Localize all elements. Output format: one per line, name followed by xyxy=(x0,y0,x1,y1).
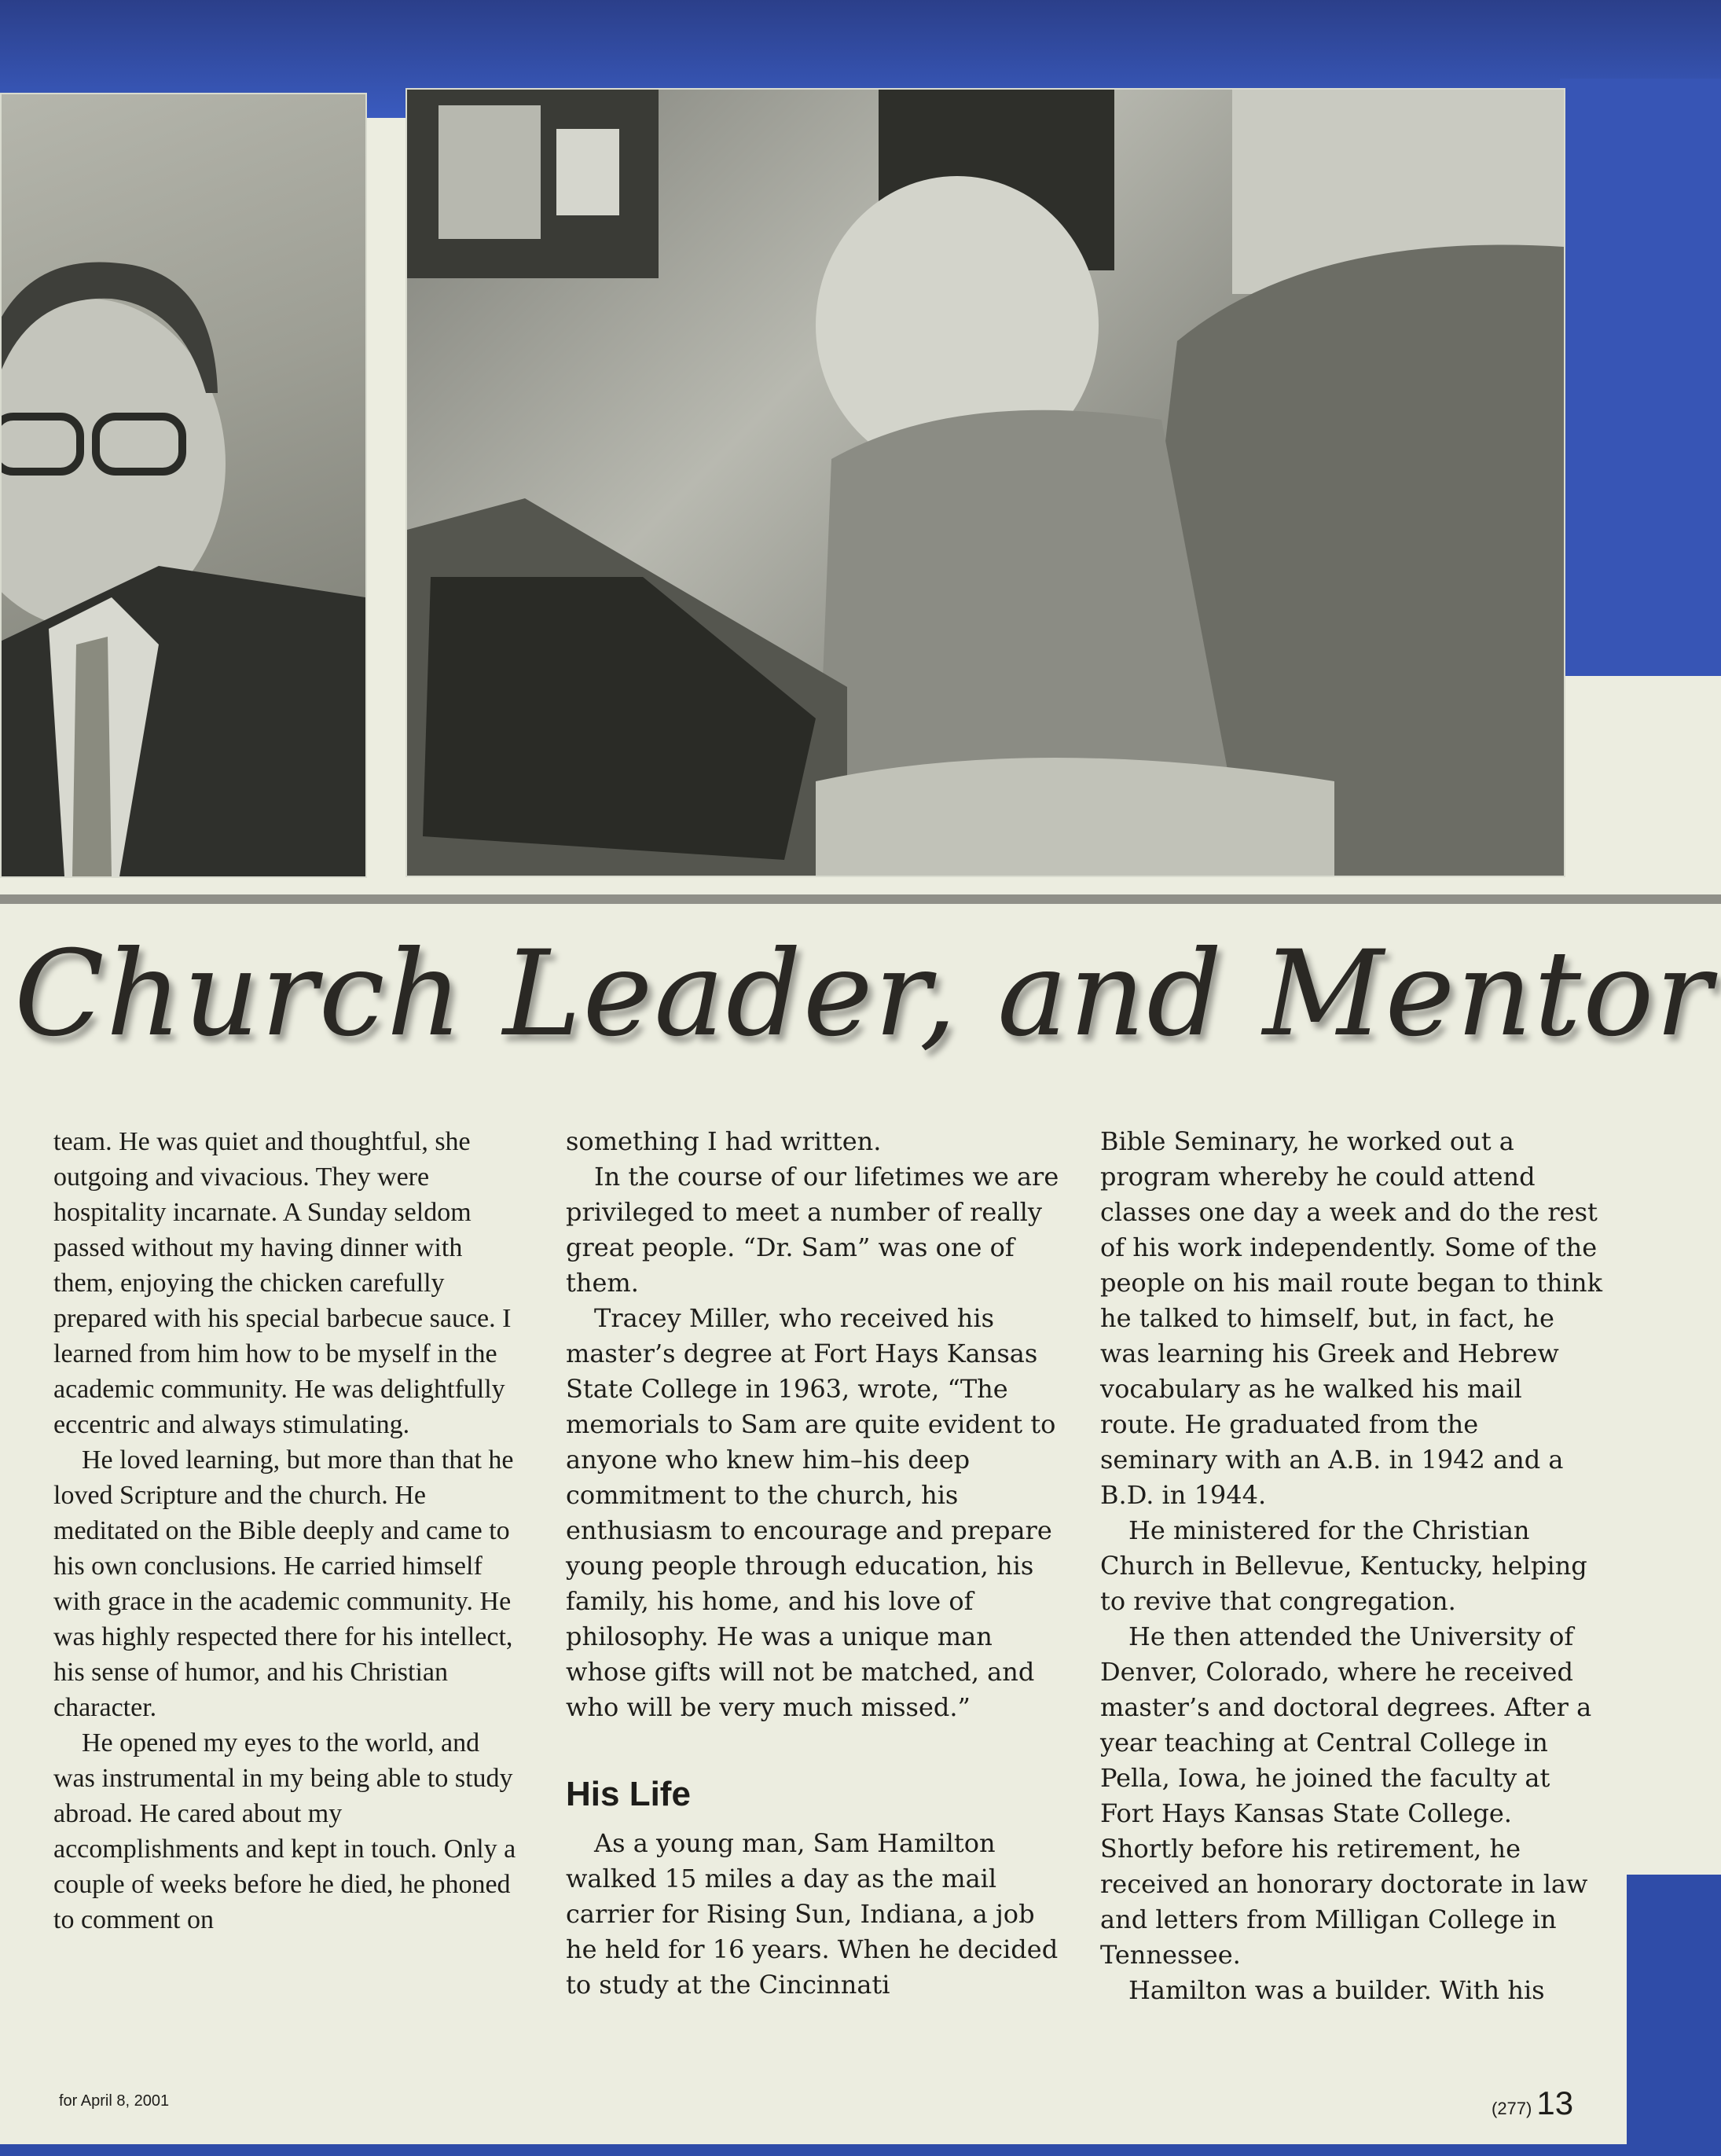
page-number xyxy=(1492,2084,1573,2122)
paragraph: Hamilton was a builder. With his xyxy=(1128,1975,1545,2005)
paragraph: As a young man, Sam Hamilton walked 15 miles a day as the mail carrier for Rising Sun, Indiana, a job he held for 16 years. When he decided to study at the Cincinnati xyxy=(566,1828,1059,2000)
paragraph: something I had written. xyxy=(566,1126,882,1156)
article-headline: Church Leader, and Mentor xyxy=(14,926,1714,1063)
blue-banner-right-bottom xyxy=(1627,1875,1721,2156)
text-column-2 xyxy=(566,1124,1069,2003)
paragraph: Tracey Miller, who received his master’s degree at Fort Hays Kansas State College in 1963, wrote, “The memorials to Sam are quite evident to anyone who knew him–his deep commitment to the church, his enthusiasm to encourage and prepare young people through education, his family, his home, and his love of philosophy. He was a unique man whose gifts will not be matched, and who will be very much missed.” xyxy=(566,1303,1056,1722)
divider-rule xyxy=(0,894,1721,904)
page-number-value: 13 xyxy=(1536,2084,1574,2121)
blue-banner-bottom xyxy=(0,2144,1721,2156)
paragraph: He loved learning, but more than that he loved Scripture and the church. He meditated on the Bible deeply and came to his own conclusions. He carried himself with grace in the academic community. He was highly respected there for his intellect, his sense of humor, and his Christian character. xyxy=(53,1445,514,1722)
page-code: (277) xyxy=(1492,2099,1532,2118)
text-column-3 xyxy=(1100,1124,1603,2008)
blue-banner-right-top xyxy=(1560,79,1721,676)
paragraph: In the course of our lifetimes we are privileged to meet a number of really great people. “Dr. Sam” was one of them. xyxy=(566,1162,1059,1298)
paragraph: Bible Seminary, he worked out a program whereby he could attend classes one day a week and do the rest of his work independently. Some of the people on his mail route began to think he talked to himself, but, in fact, he was learning his Greek and Hebrew vocabulary as he walked his mail route. He graduated from the seminary with an A.B. in 1942 and a B.D. in 1944. xyxy=(1100,1126,1602,1510)
paragraph: He ministered for the Christian Church in Bellevue, Kentucky, helping to revive that congregation. xyxy=(1100,1515,1587,1616)
paragraph: He opened my eyes to the world, and was instrumental in my being able to study abroad. He cared about my accomplishments and kept in touch. Only a couple of weeks before he died, he phoned to comment on xyxy=(53,1728,516,1934)
reading-photo-art xyxy=(407,90,1564,876)
paragraph: He then attended the University of Denver, Colorado, where he received master’s and doctoral degrees. After a year teaching at Central College in Pella, Iowa, he joined the faculty at Fort Hays Kansas State College. Shortly before his retirement, he received an honorary doctorate in law and letters from Milligan College in Tennessee. xyxy=(1100,1622,1592,1970)
issue-date: for April 8, 2001 xyxy=(59,2092,170,2110)
section-subheading: His Life xyxy=(566,1775,691,1813)
portrait-photo-art xyxy=(2,94,365,876)
reading-photo xyxy=(405,88,1565,877)
portrait-photo xyxy=(0,93,367,878)
text-column-1 xyxy=(53,1124,525,1937)
paragraph: team. He was quiet and thoughtful, she outgoing and vivacious. They were hospitality incarnate. A Sunday seldom passed without my having dinner with them, enjoying the chicken carefully prepared with his special barbecue sauce. I learned from him how to be myself in the academic community. He was delightfully eccentric and always stimulating. xyxy=(53,1127,512,1439)
